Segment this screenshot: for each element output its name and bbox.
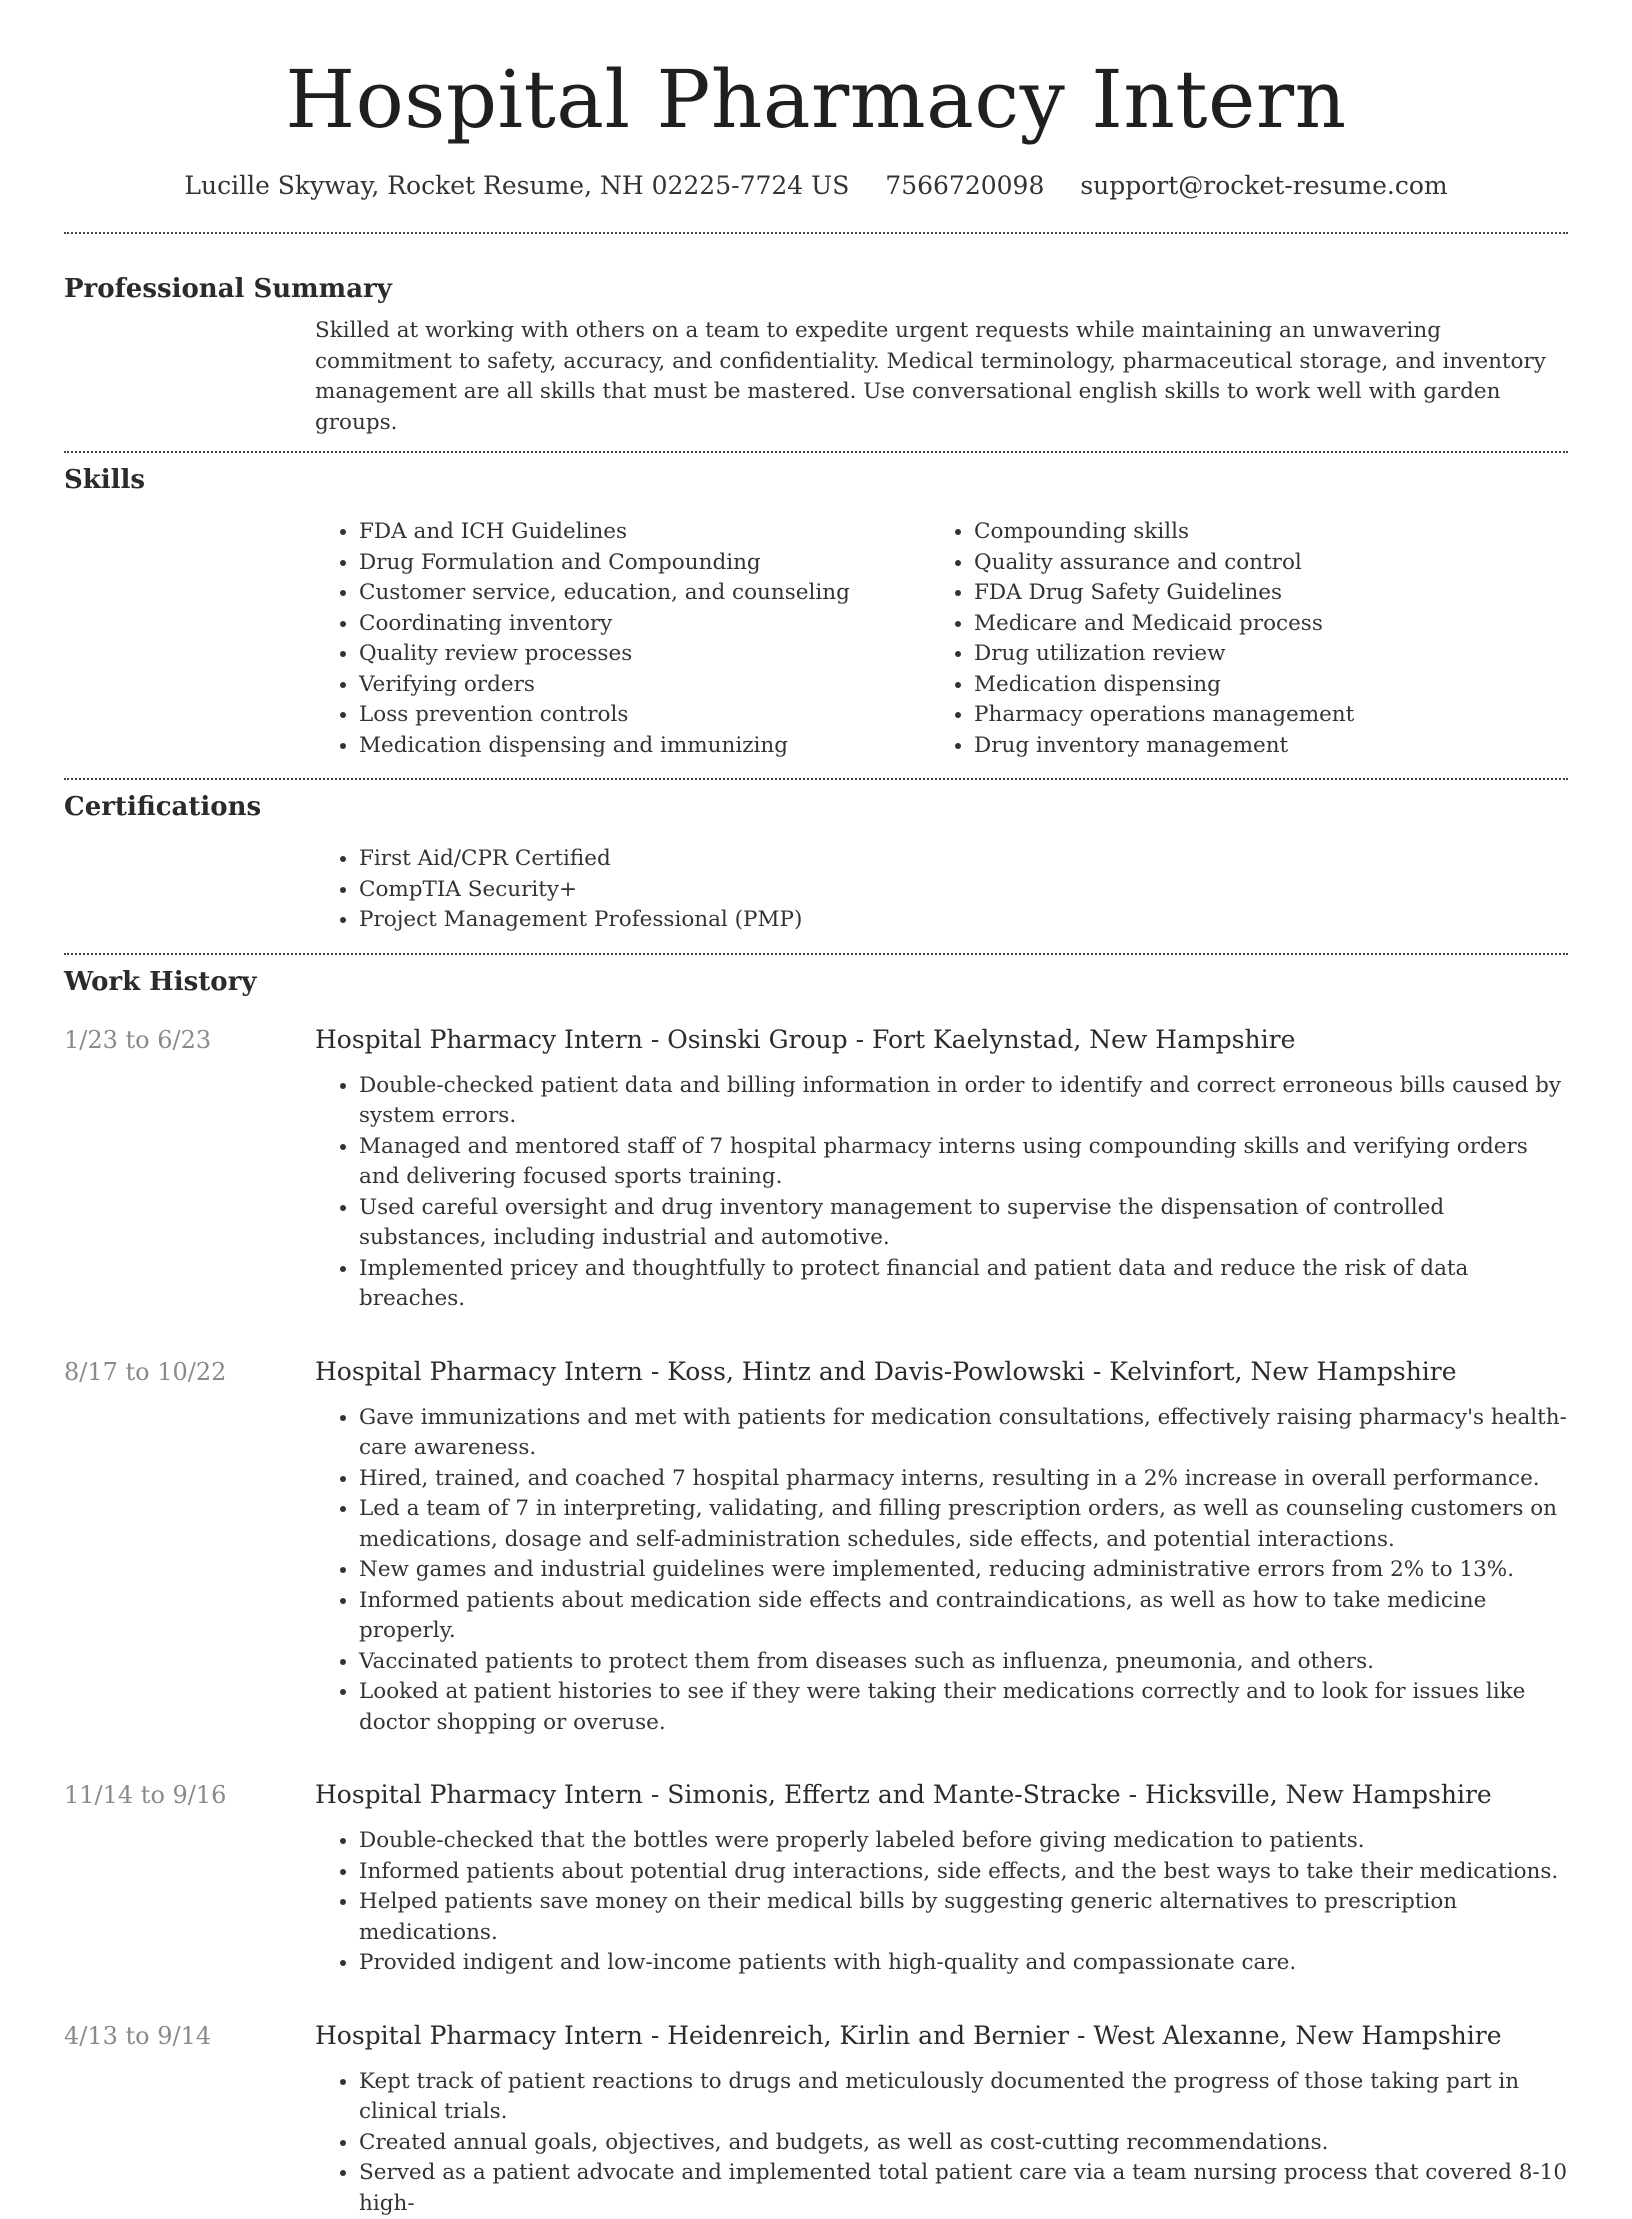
job-details <box>315 1023 1568 1315</box>
section-heading-skills: Skills <box>64 463 1568 497</box>
certifications-body <box>315 844 1568 936</box>
section-heading-certifications: Certifications <box>64 790 1568 824</box>
job-bullet: • Provided indigent and low-income patients with high-quality and compassionate care. <box>359 1948 1568 1979</box>
certification-item: • Project Management Professional (PMP) <box>359 905 1568 936</box>
skill-item: • Quality assurance and control <box>974 548 1545 579</box>
job-bullet: • Helped patients save money on their medical bills by suggesting generic alternatives to prescription medications. <box>359 1887 1568 1948</box>
skill-item: • FDA Drug Safety Guidelines <box>974 578 1545 609</box>
skills-section <box>64 463 1568 761</box>
skill-item: • Compounding skills <box>974 517 1545 548</box>
job-bullets <box>315 1403 1568 1739</box>
job-bullet: • Served as a patient advocate and implemented total patient care via a team nursing process that covered 8-10 high- <box>359 2158 1568 2219</box>
job-bullet: • Implemented pricey and thoughtfully to protect financial and patient data and reduce the risk of data breaches. <box>359 1254 1568 1315</box>
section-heading-work-history: Work History <box>64 965 1568 999</box>
job-entry <box>64 2019 1568 2219</box>
contact-phone: 7566720098 <box>885 171 1044 200</box>
job-bullet: • Kept track of patient reactions to drugs and meticulously documented the progress of those taking part in clinical trials. <box>359 2067 1568 2128</box>
job-bullets <box>315 1071 1568 1315</box>
job-bullet: • Looked at patient histories to see if they were taking their medications correctly and to look for issues like doctor shopping or overuse. <box>359 1677 1568 1738</box>
job-entry <box>64 1023 1568 1315</box>
job-entry <box>64 1778 1568 1979</box>
job-bullet: • Double-checked patient data and billing information in order to identify and correct erroneous bills caused by system errors. <box>359 1071 1568 1132</box>
skill-item: • Loss prevention controls <box>359 700 930 731</box>
job-bullet: • Gave immunizations and met with patients for medication consultations, effectively raising pharmacy's health-care awareness. <box>359 1403 1568 1464</box>
section-divider <box>64 778 1568 780</box>
job-bullet: • Led a team of 7 in interpreting, validating, and filling prescription orders, as well as counseling customers on medications, dosage and self-administration schedules, side effects, and potential interactions. <box>359 1494 1568 1555</box>
job-bullet: • Managed and mentored staff of 7 hospital pharmacy interns using compounding skills and verifying orders and delivering focused sports training. <box>359 1132 1568 1193</box>
skill-item: • Drug inventory management <box>974 731 1545 762</box>
job-title: Hospital Pharmacy Intern - Simonis, Effertz and Mante-Stracke - Hicksville, New Hampshire <box>315 1778 1568 1812</box>
skill-item: • FDA and ICH Guidelines <box>359 517 930 548</box>
job-bullet: • Used careful oversight and drug inventory management to supervise the dispensation of controlled substances, including industrial and automotive. <box>359 1193 1568 1254</box>
resume-title: Hospital Pharmacy Intern <box>64 52 1568 148</box>
contact-email: support@rocket-resume.com <box>1080 171 1447 200</box>
job-dates: 11/14 to 9/16 <box>64 1778 315 1979</box>
job-title: Hospital Pharmacy Intern - Koss, Hintz and Davis-Powlowski - Kelvinfort, New Hampshire <box>315 1355 1568 1389</box>
skill-item: • Medication dispensing <box>974 670 1545 701</box>
job-bullet: • Informed patients about medication side effects and contraindications, as well as how to take medicine properly. <box>359 1586 1568 1647</box>
job-bullets <box>315 1826 1568 1979</box>
certification-item: • CompTIA Security+ <box>359 875 1568 906</box>
certifications-section <box>64 790 1568 936</box>
section-divider <box>64 953 1568 955</box>
job-bullet: • Hired, trained, and coached 7 hospital pharmacy interns, resulting in a 2% increase in overall performance. <box>359 1464 1568 1495</box>
skill-item: • Pharmacy operations management <box>974 700 1545 731</box>
skills-list-right <box>930 517 1545 761</box>
summary-text: Skilled at working with others on a team to expedite urgent requests while maintaining an unwavering commitment to safety, accuracy, and confidentiality. Medical terminology, pharmaceutical storage, and inventory management are all skills that must be mastered. Use conversational english skills to work well with garden groups. <box>315 316 1568 438</box>
skill-item: • Medicare and Medicaid process <box>974 609 1545 640</box>
job-bullet: • Double-checked that the bottles were properly labeled before giving medication to patients. <box>359 1826 1568 1857</box>
job-details <box>315 1355 1568 1739</box>
contact-line <box>64 168 1568 204</box>
job-bullet: • Created annual goals, objectives, and budgets, as well as cost-cutting recommendations. <box>359 2128 1568 2159</box>
job-title: Hospital Pharmacy Intern - Osinski Group - Fort Kaelynstad, New Hampshire <box>315 1023 1568 1057</box>
resume-page <box>64 0 1568 2219</box>
skill-item: • Quality review processes <box>359 639 930 670</box>
work-history-section <box>64 965 1568 2219</box>
job-details <box>315 2019 1568 2219</box>
section-divider <box>64 451 1568 453</box>
skill-item: • Customer service, education, and counseling <box>359 578 930 609</box>
header-divider <box>64 232 1568 234</box>
section-heading-summary: Professional Summary <box>64 272 1568 306</box>
skill-item: • Drug Formulation and Compounding <box>359 548 930 579</box>
skill-item: • Coordinating inventory <box>359 609 930 640</box>
skills-grid <box>315 517 1568 761</box>
skill-item: • Verifying orders <box>359 670 930 701</box>
job-details <box>315 1778 1568 1979</box>
job-dates: 8/17 to 10/22 <box>64 1355 315 1739</box>
job-bullets <box>315 2067 1568 2219</box>
certifications-list <box>315 844 1568 936</box>
skill-item: • Medication dispensing and immunizing <box>359 731 930 762</box>
job-bullet: • Informed patients about potential drug interactions, side effects, and the best ways to take their medications. <box>359 1857 1568 1888</box>
job-entry <box>64 1355 1568 1739</box>
job-title: Hospital Pharmacy Intern - Heidenreich, Kirlin and Bernier - West Alexanne, New Hampshire <box>315 2019 1568 2053</box>
job-dates: 4/13 to 9/14 <box>64 2019 315 2219</box>
contact-address: Lucille Skyway, Rocket Resume, NH 02225-7724 US <box>184 171 849 200</box>
job-dates: 1/23 to 6/23 <box>64 1023 315 1315</box>
summary-section <box>64 272 1568 438</box>
job-bullet: • New games and industrial guidelines were implemented, reducing administrative errors from 2% to 13%. <box>359 1555 1568 1586</box>
job-bullet: • Vaccinated patients to protect them from diseases such as influenza, pneumonia, and others. <box>359 1647 1568 1678</box>
skill-item: • Drug utilization review <box>974 639 1545 670</box>
skills-list-left <box>315 517 930 761</box>
certification-item: • First Aid/CPR Certified <box>359 844 1568 875</box>
